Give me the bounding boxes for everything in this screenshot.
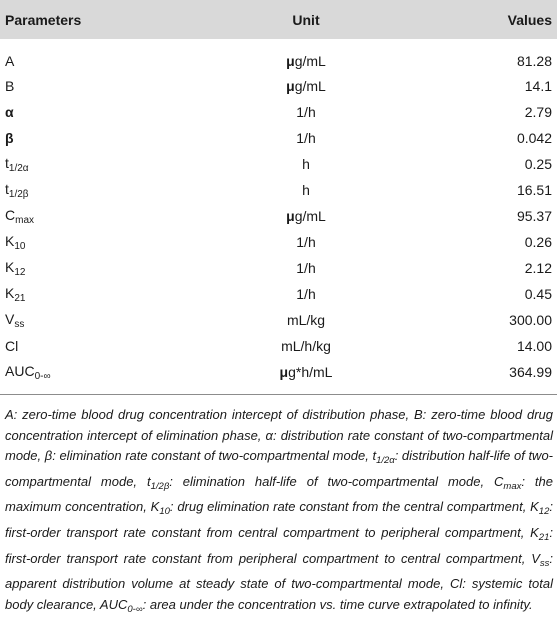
value-cell: 0.042 [516, 130, 552, 146]
param-base: AUC [5, 362, 35, 379]
footnote-text: : distribution rate constant of two-compartmental mode, [5, 427, 553, 464]
footnote-subscript: ss [539, 557, 550, 569]
value-cell: 300.00 [509, 312, 552, 328]
param-base: C [5, 206, 16, 223]
unit-rest: g*h/mL [288, 364, 333, 380]
header-unit: Unit [292, 11, 320, 28]
footnote-text: K [530, 499, 539, 515]
table-row [0, 73, 557, 99]
param-subscript: ss [14, 318, 25, 330]
footnote-text: K [530, 524, 539, 540]
footnote-text: t [372, 448, 377, 464]
param-subscript: 12 [14, 266, 26, 278]
unit-cell: 1/h [296, 286, 316, 302]
param-base: t [5, 154, 9, 171]
value-cell: 14.00 [516, 338, 552, 354]
footnote-text: : the maximum concentration, [5, 473, 553, 515]
unit-cell: h [302, 182, 310, 198]
param-subscript: 10 [14, 240, 26, 252]
unit-cell: mL/h/kg [281, 338, 331, 354]
unit-mu: μ [286, 53, 295, 69]
table-row [0, 229, 557, 255]
value-cell: 16.51 [516, 182, 552, 198]
footnote-text: K [150, 499, 160, 515]
table-bottom-rule [0, 394, 557, 395]
value-cell: 0.45 [524, 286, 552, 302]
header-values: Values [507, 11, 552, 28]
unit-cell [175, 359, 437, 385]
unit-cell: 1/h [296, 130, 316, 146]
footnote-subscript: 0-∞ [127, 603, 143, 615]
footnote-subscript: 21 [538, 531, 550, 543]
unit-cell [175, 73, 437, 99]
param-base: K [5, 258, 15, 275]
param-subscript: 1/2α [8, 162, 29, 174]
param-cell: β [5, 130, 14, 146]
footnote-text: : first-order transport rate constant from peripheral compartment to central compartment, [5, 524, 553, 566]
param-cell [0, 307, 175, 333]
unit-rest: g/mL [294, 78, 326, 94]
param-subscript: 21 [14, 292, 26, 304]
param-subscript: max [15, 214, 35, 226]
footnote-subscript: 1/2α [376, 455, 395, 467]
param-cell [0, 203, 175, 229]
unit-cell [175, 39, 437, 73]
param-subscript: 1/2β [8, 188, 29, 200]
footnote-text: : drug elimination rate constant from the central compartment, [169, 499, 531, 515]
table-row [0, 281, 557, 307]
param-subscript: 0-∞ [34, 370, 51, 382]
footnote-subscript: 10 [159, 506, 170, 518]
footnote-text: Cl [449, 576, 463, 592]
table-row [0, 203, 557, 229]
param-cell: A [5, 53, 15, 69]
unit-rest: g/mL [294, 208, 326, 224]
table-row [0, 125, 557, 151]
param-cell: B [5, 78, 15, 94]
footnote-text: A: zero-time blood drug concentration intercept of distribution phase, B: zero-time blood drug concentration intercept of elimination phase, [5, 407, 553, 443]
unit-cell: 1/h [296, 104, 316, 120]
footnote-text: α [265, 427, 273, 443]
value-cell: 2.12 [524, 260, 552, 276]
table-row [0, 333, 557, 359]
unit-cell: mL/kg [286, 312, 326, 328]
value-cell: 14.1 [524, 78, 552, 94]
table-row [0, 151, 557, 177]
param-cell [0, 255, 175, 281]
unit-cell: 1/h [296, 260, 316, 276]
table-header-row [0, 0, 557, 39]
table-row [0, 39, 557, 73]
footnote-text: AUC [99, 596, 128, 612]
table-row [0, 99, 557, 125]
unit-cell: 1/h [296, 234, 316, 250]
param-cell: Cl [5, 338, 19, 354]
param-cell [0, 229, 175, 255]
table-footnote [5, 405, 553, 620]
param-base: K [5, 232, 15, 249]
unit-cell: h [302, 156, 310, 172]
param-cell [0, 177, 175, 203]
table-row [0, 177, 557, 203]
param-cell [0, 359, 175, 385]
footnote-text: β [44, 448, 53, 464]
footnote-subscript: 1/2β [150, 480, 170, 492]
value-cell: 95.37 [516, 208, 552, 224]
value-cell: 2.79 [524, 104, 552, 120]
unit-mu: μ [279, 364, 289, 380]
table-row [0, 255, 557, 281]
footnote-subscript: max [503, 480, 522, 492]
value-cell: 0.25 [524, 156, 552, 172]
table-row [0, 359, 557, 385]
unit-mu: μ [286, 208, 295, 224]
unit-mu: μ [286, 78, 295, 94]
header-parameters: Parameters [5, 11, 82, 28]
footnote-text: V [531, 550, 540, 566]
footnote-text: : elimination rate constant of two-compartmental mode, [52, 448, 373, 464]
footnote-text: : systemic total body clearance, [5, 576, 553, 612]
value-cell: 0.26 [524, 234, 552, 250]
table-row [0, 307, 557, 333]
footnote-text: t [146, 473, 151, 489]
param-cell: α [5, 104, 14, 120]
param-cell [0, 281, 175, 307]
footnote-text: : distribution half-life of two-compartmental mode, [5, 448, 553, 489]
unit-rest: g/mL [294, 53, 326, 69]
unit-cell [175, 203, 437, 229]
footnote-text: : first-order transport rate constant from central compartment to peripheral compartment, [5, 499, 553, 540]
param-cell [0, 151, 175, 177]
footnote-text: C [494, 473, 504, 489]
value-cell: 364.99 [509, 364, 552, 380]
footnote-subscript: 12 [538, 506, 550, 518]
param-base: V [5, 310, 15, 327]
footnote-text: : elimination half-life of two-compartmental mode, [169, 473, 495, 489]
param-base: t [5, 180, 9, 197]
footnote-text: : area under the concentration vs. time curve extrapolated to infinity. [142, 596, 533, 612]
param-base: K [5, 284, 15, 301]
footnote-text: : apparent distribution volume at steady state of two-compartmental mode, [5, 550, 553, 592]
value-cell: 81.28 [516, 53, 552, 69]
